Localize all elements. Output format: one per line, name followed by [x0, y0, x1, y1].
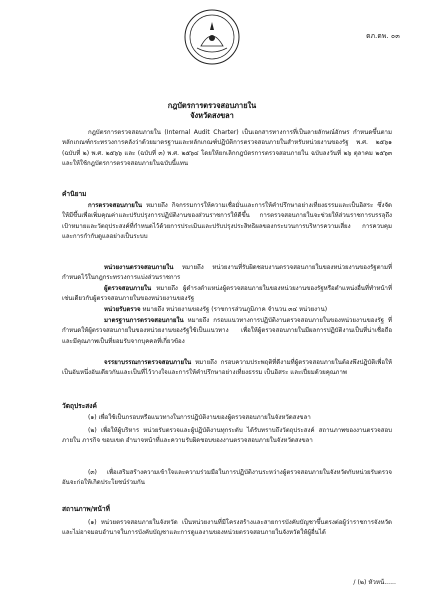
objective-item: (๒) เพื่อให้ผู้บริหาร หน่วยรับตรวจและผู้ปฏิบัติงานทุกระดับ ได้รับทราบถึงวัตถุประสงค์ สถานภาพของงานตรวจสอบภายใน ภารกิจ ขอบเขต อำนาจหน้าที่และความรับผิดชอบของงานตรวจสอบภายในจังหวัดสงขลา [62, 427, 392, 445]
document-title: กฎบัตรการตรวจสอบภายใน [167, 101, 257, 110]
definition-term: จรรยาบรรณการตรวจสอบภายใน [104, 359, 192, 366]
definition-text: หมายถึง กรอบความประพฤติที่ดีงามที่ผู้ตรวจสอบภายในต้องพึงปฏิบัติเพื่อให้เป็นอันหนึ่งอันเดียวกันและเป็นที่ไว้วางใจและการให้คำปรึกษาอย่างเที่ยงธรรม เป็นอิสระ และเปี่ยมด้วยคุณภาพ [62, 359, 392, 377]
document-code: ตภ.ตพ. ๐๓ [366, 32, 400, 40]
definition-term: หน่วยงานตรวจสอบภายใน [104, 264, 174, 271]
definition-text: หมายถึง ผู้ดำรงตำแหน่งผู้ตรวจสอบภายในของหน่วยงานของรัฐหรือตำแหน่งอื่นที่ทำหน้าที่เช่นเดียวกับผู้ตรวจสอบภายในของหน่วยงานของรัฐ [62, 285, 393, 303]
status-heading: สถานภาพ/หน้าที่ [62, 505, 110, 513]
objective-item: (๑) เพื่อใช้เป็นกรอบหรือแนวทางในการปฏิบัติงานของผู้ตรวจสอบภายในจังหวัดสงขลา [88, 414, 311, 421]
definition-item [62, 201, 392, 242]
definition-term: การตรวจสอบภายใน [88, 202, 143, 209]
objectives-heading: วัตถุประสงค์ [62, 402, 97, 410]
document-subtitle: จังหวัดสงขลา [190, 111, 234, 120]
definitions-heading: คำนิยาม [62, 190, 87, 198]
continued-footer: / (๒) หัวหน้...... [353, 579, 396, 586]
garuda-emblem-icon [183, 8, 241, 66]
definition-item [62, 263, 392, 284]
definition-term: ผู้ตรวจสอบภายใน [104, 285, 152, 292]
definition-item [62, 305, 392, 315]
definition-term: มาตรฐานการตรวจสอบภายใน [104, 317, 184, 324]
definition-text: หมายถึง กรอบแนวทางการปฏิบัติงานตรวจสอบภายในของหน่วยงานของรัฐ ที่กำหนดให้ผู้ตรวจสอบภายในของหน่วยงานของรัฐใช้เป็นแนวทาง เพื่อให้ผู้ตรวจสอบภายในมีผลการปฏิบัติงานเป็นที่น่าเชื่อถือและมีคุณภาพเป็นที่ยอมรับจากบุคคลที่เกี่ยวข้อง [62, 317, 392, 345]
definition-item [62, 284, 392, 305]
definition-text: หมายถึง กิจกรรมการให้ความเชื่อมั่นและการให้คำปรึกษาอย่างเที่ยงธรรมและเป็นอิสระ ซึ่งจัดให้มีขึ้นเพื่อเพิ่มคุณค่าและปรับปรุงการปฏิบัติงานของส่วนราชการให้ดีขึ้น การตรวจสอบภายในจะช่วยให้ส่วนราชการบรรลุถึงเป้าหมายและวัตถุประสงค์ที่กำหนดไว้ด้วยการประเมินและปรับปรุงประสิทธิผลของกระบวนการบริหารความเสี่ยง การควบคุม และการกำกับดูแลอย่างเป็นระบบ [62, 202, 393, 240]
definition-term: หน่วยรับตรวจ [104, 306, 141, 313]
definition-text: หมายถึง หน่วยงานของรัฐ (ราชการส่วนภูมิภาค จำนวน ๓๔ หน่วยงาน) [142, 306, 328, 313]
definition-item [62, 316, 392, 347]
intro-paragraph: กฎบัตรการตรวจสอบภายใน (Internal Audit Charter) เป็นเอกสารทางการที่เป็นลายลักษณ์อักษร กำหนดขึ้นตามหลักเกณฑ์กระทรวงการคลังว่าด้วยมาตรฐานและหลักเกณฑ์ปฏิบัติการตรวจสอบภายในสำหรับหน่วยงานของรัฐ พ.ศ. ๒๕๖๑ (ฉบับที่ ๒) พ.ศ. ๒๕๖๖ และ (ฉบับที่ ๓) พ.ศ. ๒๕๖๔ โดยให้ยกเลิกกฎบัตรการตรวจสอบภายใน ฉบับลงวันที่ ๒๖ ตุลาคม ๒๕๖๓ และให้ใช้กฎบัตรการตรวจสอบภายในฉบับนี้แทน [62, 129, 392, 167]
objective-item: (๓) เพื่อเสริมสร้างความเข้าใจและความร่วมมือในการปฏิบัติงานระหว่างผู้ตรวจสอบภายในจังหวัดกับหน่วยรับตรวจ อันจะก่อให้เกิดประโยชน์ร่วมกัน [62, 469, 392, 487]
status-item: (๑) หน่วยตรวจสอบภายในจังหวัด เป็นหน่วยงานที่มีโครงสร้างและสายการบังคับบัญชาขึ้นตรงต่อผู้ว่าราชการจังหวัด และไม่อาจมอบอำนาจในการบังคับบัญชาและการดูแลงานของหน่วยตรวจสอบภายในจังหวัดให้ผู้อื่นได้ [62, 519, 392, 537]
definition-item [62, 358, 392, 379]
definition-text: หมายถึง หน่วยงานที่รับผิดชอบงานตรวจสอบภายในของหน่วยงานของรัฐตามที่กำหนดไว้ในกฎกระทรวงการแบ่งส่วนราชการ [62, 264, 392, 282]
